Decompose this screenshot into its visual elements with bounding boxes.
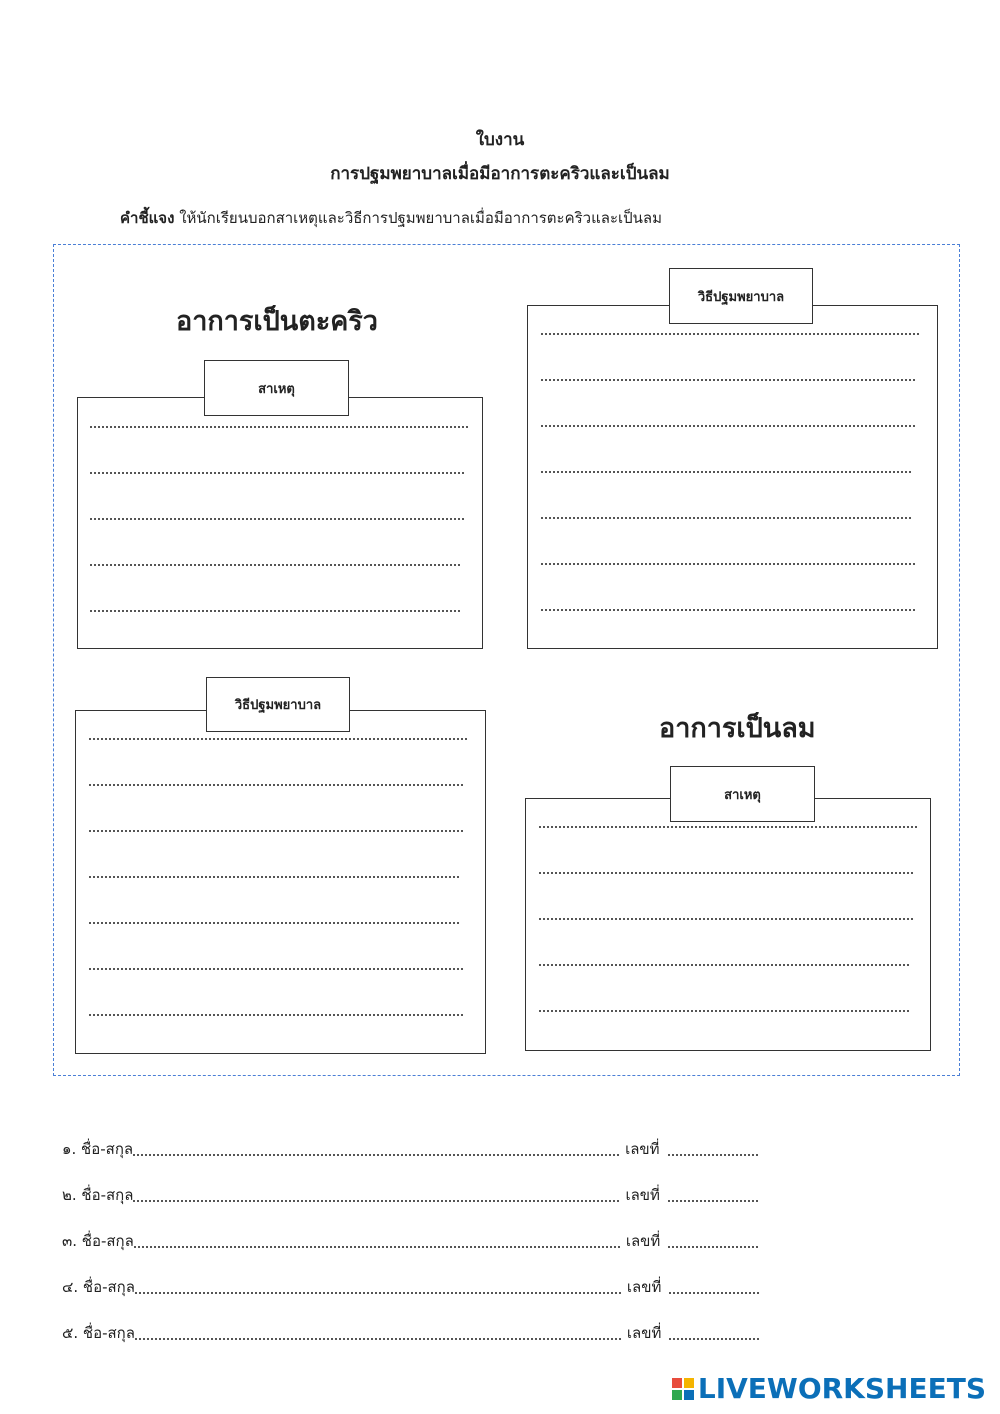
faint-cause-label: สาเหตุ <box>670 766 815 822</box>
student-name-input[interactable] <box>133 1200 619 1202</box>
student-row-3 <box>62 1229 758 1253</box>
faint-cause-line-5[interactable] <box>539 1010 909 1012</box>
instruction-label: คำชี้แจง <box>120 209 175 227</box>
faint-firstaid-line-1[interactable] <box>89 738 467 740</box>
student-number-label: เลขที่ <box>625 1232 661 1250</box>
student-number-input[interactable] <box>669 1292 759 1294</box>
student-row-label: ๒. ชื่อ-สกุล <box>62 1186 134 1204</box>
cramp-cause-box <box>77 397 483 649</box>
worksheet-title: ใบงาน <box>475 130 525 150</box>
faint-firstaid-line-7[interactable] <box>89 1014 463 1016</box>
liveworksheets-logo[interactable] <box>672 1372 986 1405</box>
cramp-firstaid-box <box>527 305 938 649</box>
faint-firstaid-line-5[interactable] <box>89 922 459 924</box>
student-row-4 <box>62 1275 759 1299</box>
faint-firstaid-box <box>75 710 486 1054</box>
student-row-5 <box>62 1321 759 1345</box>
logo-text: LIVEWORKSHEETS <box>697 1372 986 1405</box>
student-row-1 <box>62 1137 758 1161</box>
faint-cause-line-4[interactable] <box>539 964 909 966</box>
cramp-firstaid-line-3[interactable] <box>541 425 915 427</box>
worksheet-subtitle: การปฐมพยาบาลเมื่อมีอาการตะคริวและเป็นลม <box>330 164 670 184</box>
cramp-cause-line-2[interactable] <box>90 472 464 474</box>
student-number-label: เลขที่ <box>625 1186 660 1204</box>
cramp-firstaid-line-5[interactable] <box>541 517 911 519</box>
student-row-label: ๕. ชื่อ-สกุล <box>62 1324 135 1342</box>
student-name-input[interactable] <box>134 1246 620 1248</box>
cramp-heading: อาการเป็นตะคริว <box>176 306 378 337</box>
student-name-input[interactable] <box>133 1154 619 1156</box>
faint-firstaid-line-4[interactable] <box>89 876 459 878</box>
cramp-firstaid-line-6[interactable] <box>541 563 915 565</box>
student-number-label: เลขที่ <box>626 1324 662 1342</box>
logo-mark-icon <box>672 1378 694 1400</box>
student-name-input[interactable] <box>135 1292 621 1294</box>
student-row-label: ๔. ชื่อ-สกุล <box>62 1278 135 1296</box>
cramp-firstaid-line-2[interactable] <box>541 379 915 381</box>
faint-cause-box <box>525 798 931 1051</box>
cramp-firstaid-line-1[interactable] <box>541 333 919 335</box>
instruction <box>120 206 662 230</box>
student-row-label: ๓. ชื่อ-สกุล <box>62 1232 134 1250</box>
faint-cause-line-3[interactable] <box>539 918 913 920</box>
student-number-label: เลขที่ <box>625 1140 660 1158</box>
cramp-firstaid-line-7[interactable] <box>541 609 915 611</box>
student-number-label: เลขที่ <box>626 1278 662 1296</box>
cramp-cause-line-1[interactable] <box>90 426 468 428</box>
student-number-input[interactable] <box>668 1200 758 1202</box>
instruction-text: ให้นักเรียนบอกสาเหตุและวิธีการปฐมพยาบาลเมื่อมีอาการตะคริวและเป็นลม <box>174 209 663 227</box>
cramp-cause-label: สาเหตุ <box>204 360 349 416</box>
faint-firstaid-line-6[interactable] <box>89 968 463 970</box>
cramp-cause-line-5[interactable] <box>90 610 460 612</box>
faint-cause-line-2[interactable] <box>539 872 913 874</box>
cramp-firstaid-line-4[interactable] <box>541 471 911 473</box>
student-row-label: ๑. ชื่อ-สกุล <box>62 1140 134 1158</box>
cramp-cause-line-4[interactable] <box>90 564 460 566</box>
student-number-input[interactable] <box>668 1246 758 1248</box>
faint-heading: อาการเป็นลม <box>659 713 816 744</box>
cramp-firstaid-label: วิธีปฐมพยาบาล <box>669 268 813 324</box>
student-number-input[interactable] <box>668 1154 758 1156</box>
student-number-input[interactable] <box>669 1338 759 1340</box>
student-name-input[interactable] <box>135 1338 621 1340</box>
faint-firstaid-label: วิธีปฐมพยาบาล <box>206 677 350 732</box>
faint-firstaid-line-2[interactable] <box>89 784 463 786</box>
student-row-2 <box>62 1183 758 1207</box>
cramp-cause-line-3[interactable] <box>90 518 464 520</box>
faint-firstaid-line-3[interactable] <box>89 830 463 832</box>
faint-cause-line-1[interactable] <box>539 826 917 828</box>
